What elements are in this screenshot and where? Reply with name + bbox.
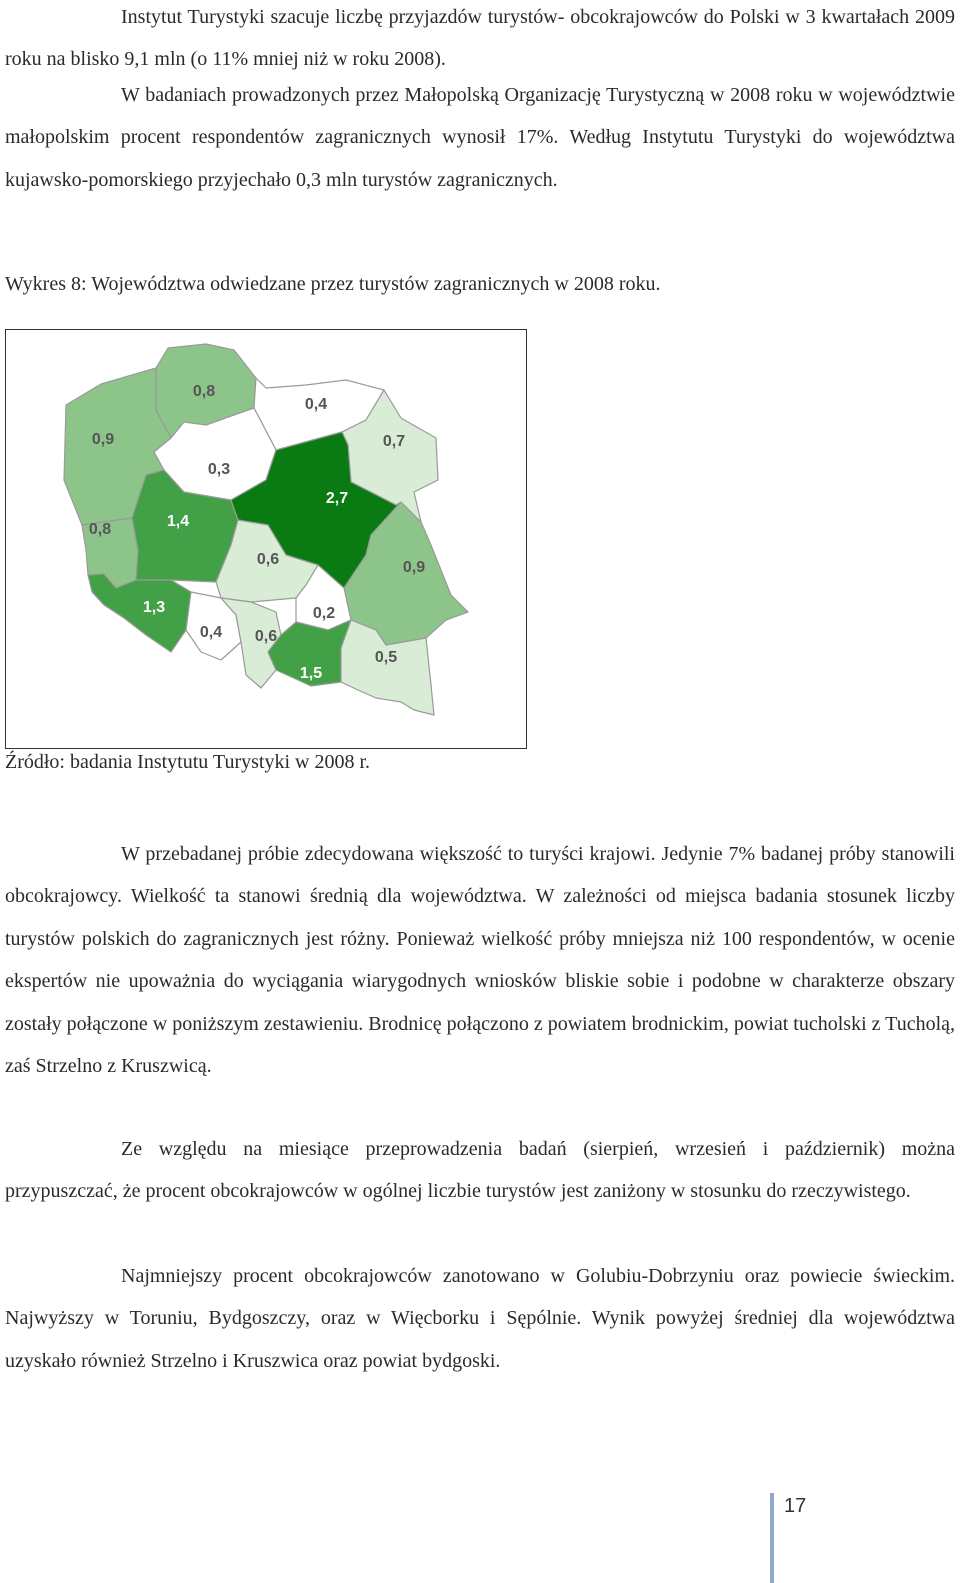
- region-label-podlaskie: 0,7: [382, 433, 406, 451]
- paragraph-2-text: W badaniach prowadzonych przez Małopolską Organizację Turystyczną w 2008 roku w województwie małopolskim procent respondentów zagranicznych wynosił 17%. Według Instytutu Turystyki do województwa kujawsko-pomorskiego przyjechało 0,3 mln turystów zagranicznych.: [5, 84, 955, 191]
- paragraph-1-text: Instytut Turystyki szacuje liczbę przyjazdów turystów- obcokrajowców do Polski w 3 kwartałach 2009 roku na blisko 9,1 mln (o 11% mniej niż w roku 2008).: [5, 6, 955, 71]
- region-label-warminsko-mazurskie: 0,4: [304, 396, 328, 414]
- figure-source: Źródło: badania Instytutu Turystyki w 2008 r.: [5, 751, 370, 773]
- map-svg: [6, 330, 526, 748]
- region-label-wielkopolskie: 1,4: [166, 513, 190, 531]
- paragraph-4-text: Ze względu na miesiące przeprowadzenia badań (sierpień, wrzesień i październik) można przypuszczać, że procent obcokrajowców w ogólnej liczbie turystów jest zaniżony w stosunku do rzeczywistego.: [5, 1138, 955, 1203]
- paragraph-3-text: W przebadanej próbie zdecydowana większość to turyści krajowi. Jedynie 7% badanej próby stanowili obcokrajowcy. Wielkość ta stanowi średnią dla województwa. W zależności od miejsca badania stosunek liczby turystów polskich do zagranicznych jest różny. Ponieważ wielkość próby mniejsza niż 100 respondentów, w ocenie ekspertów nie upoważnia do wyciągania wiarygodnych wniosków bliskie sobie i podobne w charakterze obszary zostały połączone w poniższym zestawieniu. Brodnicę połączono z powiatem brodnickim, powiat tucholski z Tucholą, zaś Strzelno z Kruszwicą.: [5, 843, 955, 1078]
- region-label-pomorskie: 0,8: [192, 383, 216, 401]
- paragraph-3: [5, 833, 955, 1087]
- region-label-lubuskie: 0,8: [88, 521, 112, 539]
- region-label-lubelskie: 0,9: [402, 559, 426, 577]
- paragraph-5: [5, 1255, 955, 1382]
- region-label-opolskie: 0,4: [199, 624, 223, 642]
- page-number-bar: [770, 1493, 774, 1583]
- paragraph-4: [5, 1128, 955, 1213]
- region-label-lodzkie: 0,6: [256, 551, 280, 569]
- region-label-swietokrzyskie: 0,2: [312, 605, 336, 623]
- paragraph-1: [5, 0, 955, 81]
- region-label-kujawsko-pomorskie: 0,3: [207, 461, 231, 479]
- figure-caption: Wykres 8: Województwa odwiedzane przez turystów zagranicznych w 2008 roku.: [5, 273, 661, 295]
- region-label-slaskie: 0,6: [254, 628, 278, 646]
- region-label-malopolskie: 1,5: [299, 665, 323, 683]
- paragraph-2: [5, 74, 955, 201]
- region-label-mazowieckie: 2,7: [325, 490, 349, 508]
- paragraph-5-text: Najmniejszy procent obcokrajowców zanotowano w Golubiu-Dobrzyniu oraz powiecie świeckim. Najwyższy w Toruniu, Bydgoszczy, oraz w Więcborku i Sępólnie. Wynik powyżej średniej dla województwa uzyskało również Strzelno i Kruszwica oraz powiat bydgoski.: [5, 1265, 955, 1372]
- region-label-dolnoslaskie: 1,3: [142, 599, 166, 617]
- voivodeship-map: [5, 329, 527, 749]
- region-dolnoslaskie: [88, 574, 191, 652]
- region-label-zachodniopomorskie: 0,9: [91, 431, 115, 449]
- page-number: 17: [784, 1495, 807, 1517]
- region-label-podkarpackie: 0,5: [374, 649, 398, 667]
